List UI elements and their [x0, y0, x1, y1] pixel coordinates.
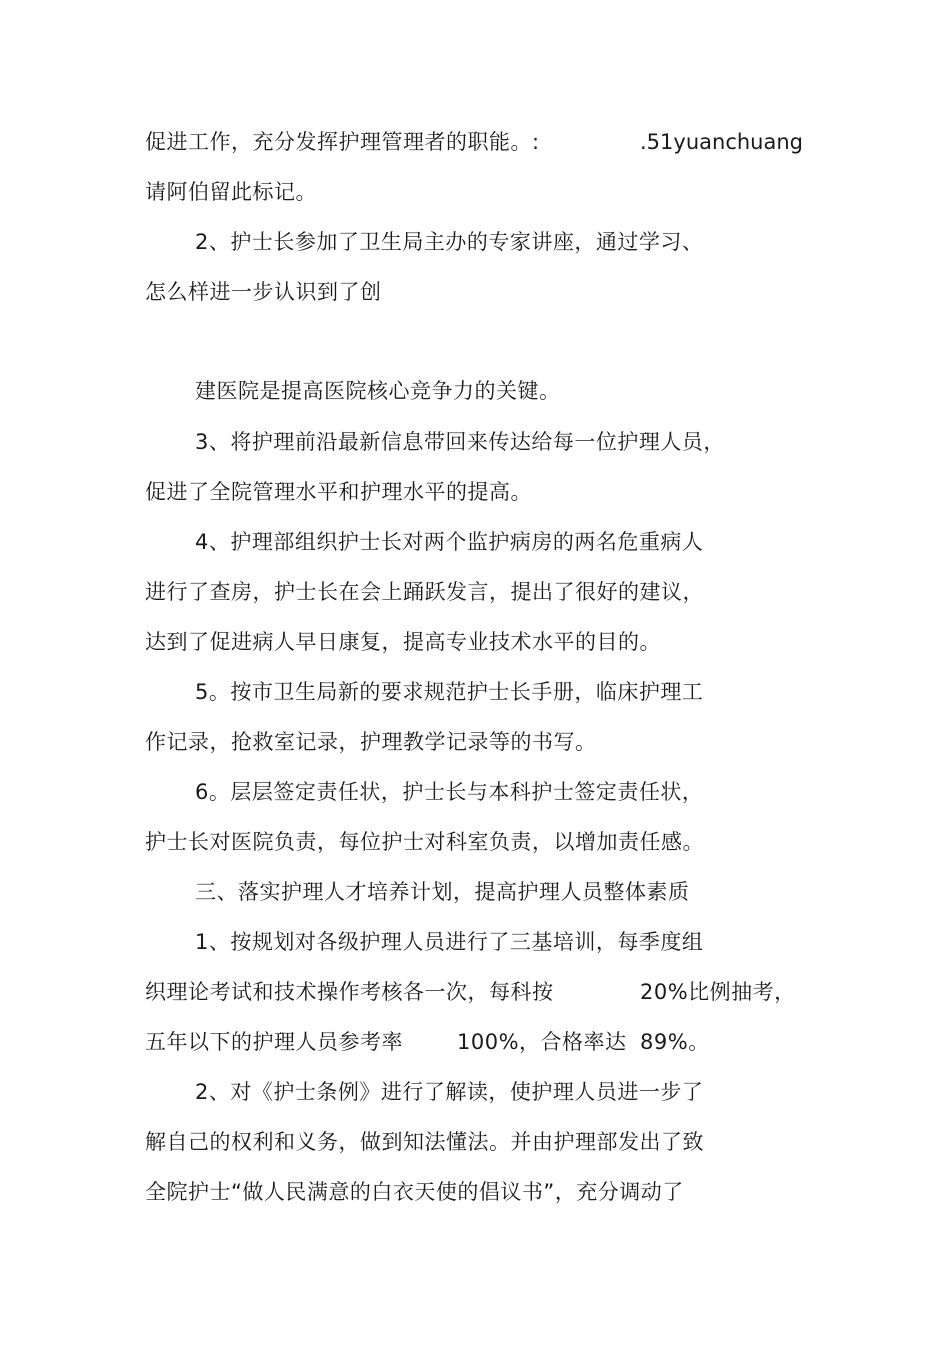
- text-segment: 5。按市卫生局新的要求规范护士长手册，临床护理工: [195, 680, 704, 704]
- text-segment: 解自己的权利和义务，做到知法懂法。并由护理部发出了致: [145, 1130, 704, 1154]
- text-segment: 100%，合格率达: [457, 1030, 627, 1054]
- text-segment: 五年以下的护理人员参考率: [145, 1030, 403, 1054]
- text-segment: 全院护士“做人民满意的白衣天使的倡议书”，充分调动了: [145, 1180, 684, 1204]
- text-segment: 20%比例抽考，: [640, 980, 796, 1004]
- text-segment: 达到了促进病人早日康复，提高专业技术水平的目的。: [145, 630, 661, 654]
- text-segment: 6。层层签定责任状，护士长与本科护士签定责任状，: [195, 780, 704, 804]
- text-segment: 2、对《护士条例》进行了解读，使护理人员进一步了: [195, 1080, 704, 1104]
- text-segment: 2、护士长参加了卫生局主办的专家讲座，通过学习、: [195, 230, 704, 254]
- text-segment: 建医院是提高医院核心竞争力的关键。: [195, 379, 561, 403]
- text-segment: 作记录，抢救室记录，护理教学记录等的书写。: [145, 730, 597, 754]
- text-segment: 请阿伯留此标记。: [145, 180, 317, 204]
- text-segment: 促进工作，充分发挥护理管理者的职能。:: [145, 130, 540, 154]
- text-segment: 护士长对医院负责，每位护士对科室负责，以增加责任感。: [145, 830, 704, 854]
- text-segment: 怎么样进一步认识到了创: [145, 280, 382, 304]
- text-segment: 进行了查房，护士长在会上踊跃发言，提出了很好的建议，: [145, 580, 704, 604]
- text-segment: 1、按规划对各级护理人员进行了三基培训，每季度组: [195, 930, 704, 954]
- text-segment: 促进了全院管理水平和护理水平的提高。: [145, 480, 532, 504]
- text-segment: 4、护理部组织护士长对两个监护病房的两名危重病人: [195, 530, 704, 554]
- text-segment: 织理论考试和技术操作考核各一次，每科按: [145, 980, 554, 1004]
- text-segment: 3、将护理前沿最新信息带回来传达给每一位护理人员，: [195, 430, 725, 454]
- text-segment: .51yuanchuang: [640, 130, 803, 154]
- text-segment: 三、落实护理人才培养计划，提高护理人员整体素质: [195, 880, 690, 904]
- text-segment: 89%。: [640, 1030, 710, 1054]
